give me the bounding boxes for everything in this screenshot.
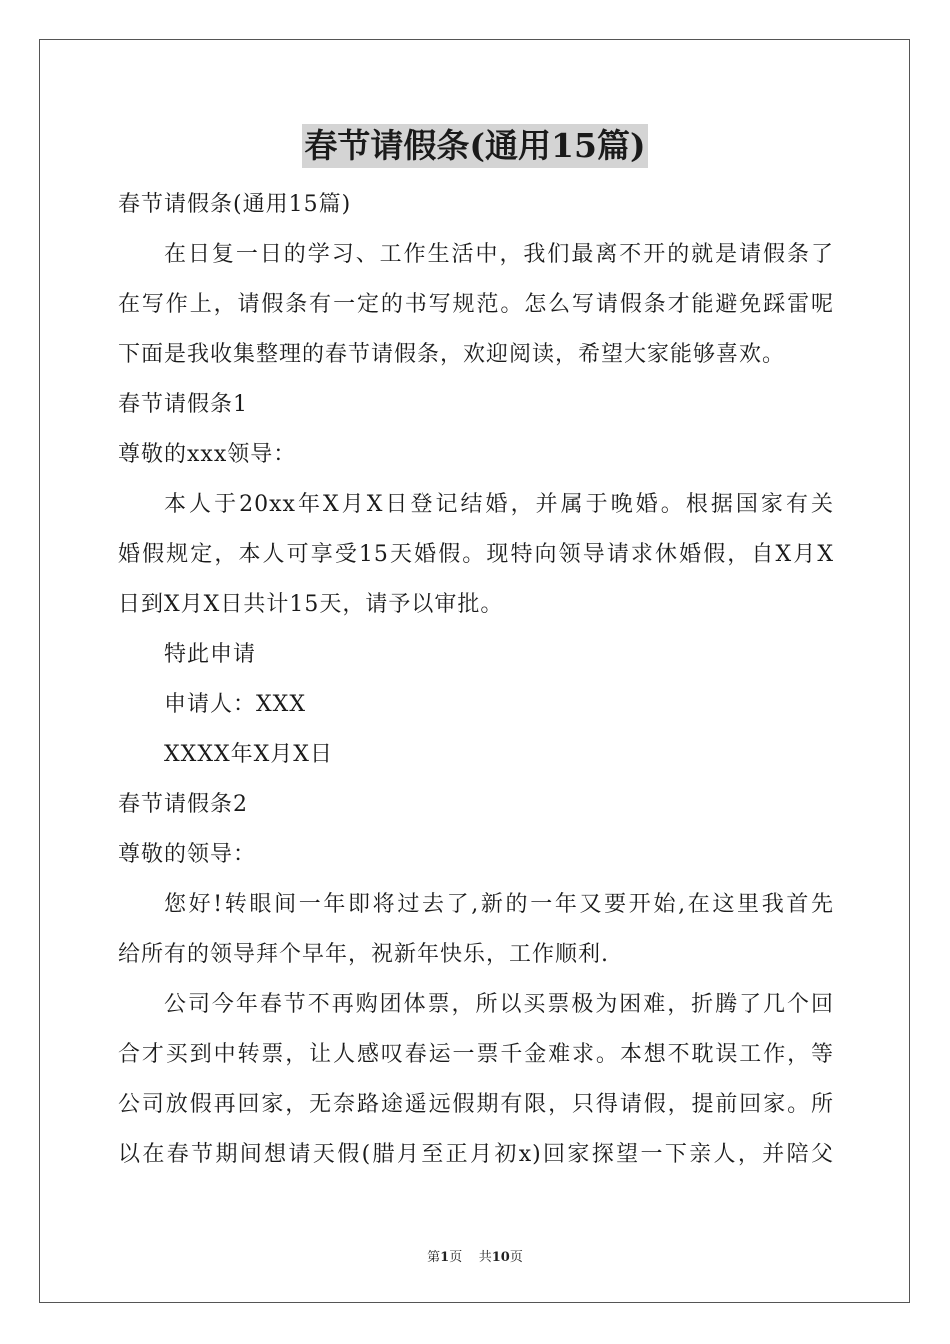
text-line: 以在春节期间想请天假(腊月至正月初x)回家探望一下亲人，并陪父 (118, 1142, 834, 1167)
text-line: 合才买到中转票，让人感叹春运一票千金难求。本想不耽误工作，等 (118, 1042, 834, 1067)
text-line: 公司今年春节不再购团体票，所以买票极为困难，折腾了几个回 (164, 992, 834, 1017)
text-line: 婚假规定，本人可享受15天婚假。现特向领导请求休婚假，自X月X (118, 542, 834, 567)
text-line: 本人于20xx年X月X日登记结婚，并属于晚婚。根据国家有关 (164, 492, 834, 517)
text-line: 尊敬的领导： (118, 842, 257, 867)
text-line: 下面是我收集整理的春节请假条，欢迎阅读，希望大家能够喜欢。 (118, 342, 786, 367)
page-total-suffix: 页 (509, 1250, 523, 1265)
text-line: 给所有的领导拜个早年，祝新年快乐，工作顺利. (118, 942, 609, 967)
text-line: 春节请假条2 (118, 792, 248, 817)
text-line: 春节请假条1 (118, 392, 248, 417)
page-total: 10 (491, 1250, 510, 1265)
text-line: 您好!转眼间一年即将过去了,新的一年又要开始,在这里我首先 (164, 892, 834, 917)
text-line: 日到X月X日共计15天，请予以审批。 (118, 592, 504, 617)
text-line: 在写作上，请假条有一定的书写规范。怎么写请假条才能避免踩雷呢 (118, 292, 834, 317)
page-number-suffix: 页 (449, 1250, 463, 1265)
document-title-text: 春节请假条(通用15篇) (302, 124, 647, 168)
text-line: 公司放假再回家，无奈路途遥远假期有限，只得请假，提前回家。所 (118, 1092, 834, 1117)
text-line: XXXX年X月X日 (164, 742, 333, 767)
page-footer (0, 1246, 950, 1265)
page-number-prefix: 第 (427, 1250, 441, 1265)
text-line: 申请人：XXX (164, 692, 306, 717)
document-title (0, 124, 950, 168)
page-number-current: 1 (440, 1250, 450, 1265)
text-line: 特此申请 (164, 642, 257, 667)
text-line: 春节请假条(通用15篇) (118, 192, 352, 217)
text-line: 在日复一日的学习、工作生活中，我们最离不开的就是请假条了 (164, 242, 834, 267)
page-total-prefix: 共 (478, 1250, 492, 1265)
document-body (118, 180, 834, 1180)
text-line: 尊敬的xxx领导： (118, 442, 297, 467)
